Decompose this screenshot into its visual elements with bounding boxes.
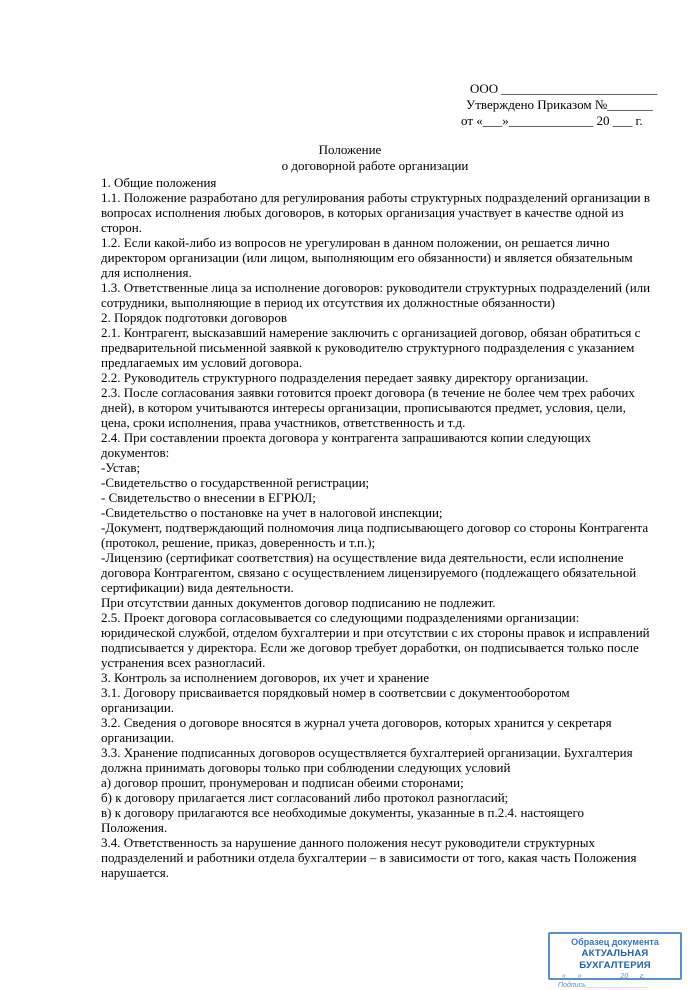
body-line: организации. xyxy=(101,700,175,715)
approval-header xyxy=(456,81,676,129)
body-line: организации. xyxy=(101,730,175,745)
body-line: 1.2. Если какой-либо из вопросов не урегулирован в данном положении, он решается лично xyxy=(101,235,610,250)
body-line: 3.2. Сведения о договоре вносятся в журнал учета договоров, которых хранится у секретаря xyxy=(101,715,612,730)
body-line: Положения. xyxy=(101,820,168,835)
body-line: документов: xyxy=(101,445,170,460)
body-line: 2. Порядок подготовки договоров xyxy=(101,310,288,325)
body-line: 3.4. Ответственность за нарушение данного положения несут руководители структурных xyxy=(101,835,596,850)
body-line: 2.1. Контрагент, высказавший намерение заключить с организацией договор, обязан обратиться с xyxy=(101,325,641,340)
body-line: - Свидетельство о внесении в ЕГРЮЛ; xyxy=(101,490,316,505)
stamp-brand: АКТУАЛЬНАЯ БУХГАЛТЕРИЯ xyxy=(579,948,651,971)
body-line: -Свидетельство о государственной регистрации; xyxy=(101,475,370,490)
body-line: 2.5. Проект договора согласовывается со следующими подразделениями организации: xyxy=(101,610,580,625)
body-line: 1.3. Ответственные лица за исполнение договоров: руководители структурных подразделений (или xyxy=(101,280,651,295)
body-line: (протокол, решение, приказ, доверенность и т.п.); xyxy=(101,535,376,550)
body-line: -Свидетельство о постановке на учет в налоговой инспекции; xyxy=(101,505,443,520)
title-line-1: Положение xyxy=(318,142,382,157)
body-line: для исполнения. xyxy=(101,265,192,280)
body-line: юридической службой, отделом бухгалтерии и при отсутствии с их стороны правок и исправлений xyxy=(101,625,650,640)
stamp-signature-line: Подпись________________ xyxy=(558,982,649,989)
body-line: цена, сроки исполнения, права участников, ответственность и т.д. xyxy=(101,415,466,430)
body-line: устранения всех разногласий. xyxy=(101,655,266,670)
document-body xyxy=(101,175,661,880)
title-line-2: о договорной работе организации xyxy=(281,158,469,173)
stamp-date-line: «___»__________20___г. xyxy=(562,973,646,980)
body-line: б) к договору прилагается лист согласований либо протокол разногласий; xyxy=(101,790,509,805)
body-line: в) к договору прилагаются все необходимые документы, указанные в п.2.4. настоящего xyxy=(101,805,585,820)
body-line: сотрудники, выполняющие в период их отсутствия их должностные обязанности) xyxy=(101,295,555,310)
approved-by-order-line: Утверждено Приказом №_______ xyxy=(466,97,653,112)
body-line: 3. Контроль за исполнением договоров, их учет и хранение xyxy=(101,670,430,685)
body-line: предлагаемых им условий договора. xyxy=(101,355,303,370)
body-line: 3.3. Хранение подписанных договоров осуществляется бухгалтерией организации. Бухгалтерия xyxy=(101,745,633,760)
document-title xyxy=(0,142,700,174)
body-line: -Лицензию (сертификат соответствия) на осуществление вида деятельности, если исполнение xyxy=(101,550,624,565)
stamp-caption: Образец документа xyxy=(571,937,659,947)
body-line: подписывается у директора. Если же договор требует доработки, он подписывается только после xyxy=(101,640,639,655)
body-line: а) договор прошит, пронумерован и подписан обеими сторонами; xyxy=(101,775,464,790)
body-line: При отсутствии данных документов договор подписанию не подлежит. xyxy=(101,595,496,610)
approval-date-line: от «___»_____________ 20 ___ г. xyxy=(461,113,643,128)
sample-document-stamp xyxy=(548,932,682,989)
body-line: подразделений и работники отдела бухгалтерии – в зависимости от того, какая часть Положения xyxy=(101,850,637,865)
body-line: 2.2. Руководитель структурного подразделения передает заявку директору организации. xyxy=(101,370,589,385)
body-line: нарушается. xyxy=(101,865,169,880)
body-line: 2.3. После согласования заявки готовится проект договора (в течение не более чем трех рабочих xyxy=(101,385,635,400)
body-line: должна принимать договоры только при соблюдении следующих условий xyxy=(101,760,511,775)
body-line: договора Контрагентом, связано с осуществлением лицензируемого (подлежащего обязательной xyxy=(101,565,637,580)
body-line: дней), в котором учитываются интересы организации, прописываются предмет, условия, цели, xyxy=(101,400,626,415)
body-line: -Устав; xyxy=(101,460,141,475)
body-line: сертификации) вида деятельности. xyxy=(101,580,294,595)
body-line: предварительной письменной заявкой к руководителю структурного подразделения с указанием xyxy=(101,340,635,355)
body-line: вопросах исполнения любых договоров, в которых организация участвует в качестве одной из xyxy=(101,205,624,220)
body-line: 1. Общие положения xyxy=(101,175,217,190)
body-line: директором организации (или лицом, выполняющим его обязанности) и является обязательным xyxy=(101,250,633,265)
organization-line: ООО ________________________ xyxy=(470,81,658,96)
body-line: 1.1. Положение разработано для регулирования работы структурных подразделений организации в xyxy=(101,190,650,205)
body-line: сторон. xyxy=(101,220,142,235)
body-line: 2.4. При составлении проекта договора у контрагента запрашиваются копии следующих xyxy=(101,430,591,445)
body-line: -Документ, подтверждающий полномочия лица подписывающего договор со стороны Контрагента xyxy=(101,520,649,535)
body-line: 3.1. Договору присваивается порядковый номер в соответсвии с документооборотом xyxy=(101,685,570,700)
